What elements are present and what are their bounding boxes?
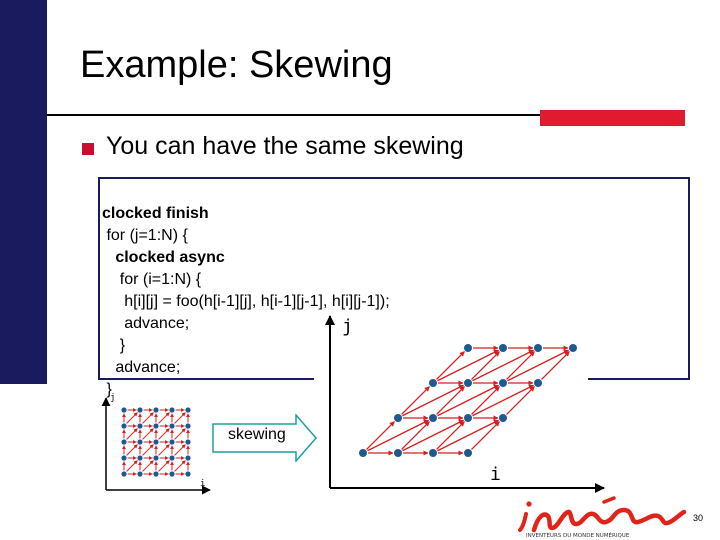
skewed-grid — [359, 344, 577, 457]
iteration-node — [153, 407, 158, 412]
dependency-arrow — [159, 461, 170, 472]
dependency-arrow — [143, 445, 154, 456]
iteration-node — [137, 423, 142, 428]
code-line: h[i][j] = foo(h[i-1][j], h[i-1][j-1], h[i][j-1]); — [102, 293, 390, 310]
iteration-node — [169, 471, 174, 476]
dependency-arrow — [367, 422, 395, 450]
dependency-arrow — [367, 420, 428, 451]
iteration-node — [137, 439, 142, 444]
dependency-arrow — [143, 413, 154, 424]
code-line: advance; — [102, 359, 181, 376]
dependency-arrow — [472, 422, 500, 450]
iteration-node — [429, 379, 437, 387]
dependency-arrow — [159, 413, 170, 424]
slide-title: Example: Skewing — [80, 44, 393, 86]
square-bullet-icon — [82, 143, 94, 155]
dependency-arrow — [143, 429, 154, 440]
iteration-node — [185, 439, 190, 444]
iteration-node — [169, 423, 174, 428]
dependency-arrow — [159, 445, 170, 456]
iteration-node — [394, 414, 402, 422]
iteration-node — [137, 471, 142, 476]
dependency-arrow — [402, 420, 463, 451]
iteration-node — [185, 455, 190, 460]
iteration-node — [394, 449, 402, 457]
iteration-node — [534, 344, 542, 352]
code-line: for (i=1:N) { — [102, 271, 202, 288]
dependency-arrow — [175, 429, 186, 440]
dependency-arrow — [175, 445, 186, 456]
dependency-arrow — [437, 420, 498, 451]
dependency-arrow — [472, 385, 533, 416]
dependency-arrow — [507, 352, 535, 380]
small-axis-j: j — [110, 393, 116, 403]
dependency-arrow — [437, 352, 465, 380]
big-axis-i: i — [490, 464, 501, 485]
title-accent-bar — [540, 110, 685, 126]
dependency-arrow — [159, 429, 170, 440]
iteration-node — [569, 344, 577, 352]
big-axis-j: j — [342, 316, 353, 337]
small-grid — [121, 407, 190, 476]
dependency-arrow — [472, 352, 500, 380]
iteration-node — [169, 455, 174, 460]
code-line: clocked finish — [102, 205, 209, 222]
iteration-node — [153, 423, 158, 428]
iteration-node — [464, 449, 472, 457]
logo-tagline: INVENTEURS DU MONDE NUMÉRIQUE — [526, 533, 630, 538]
dependency-arrow — [402, 422, 430, 450]
iteration-node — [499, 379, 507, 387]
dependency-arrow — [437, 422, 465, 450]
iteration-node — [429, 414, 437, 422]
code-line: } — [102, 381, 112, 398]
code-line: clocked async — [102, 249, 225, 266]
iteration-node — [464, 344, 472, 352]
dependency-arrow — [143, 461, 154, 472]
dependency-arrow — [437, 385, 498, 416]
iteration-node — [121, 471, 126, 476]
iteration-node — [121, 423, 126, 428]
iteration-node — [137, 455, 142, 460]
iteration-node — [359, 449, 367, 457]
iteration-node — [169, 407, 174, 412]
iteration-node — [153, 439, 158, 444]
page-number: 30 — [693, 513, 704, 523]
dependency-arrow — [472, 387, 500, 415]
dependency-arrow — [127, 461, 138, 472]
iteration-node — [121, 407, 126, 412]
iteration-node — [429, 449, 437, 457]
iteration-node — [499, 414, 507, 422]
left-accent-bar — [0, 0, 47, 384]
iteration-node — [137, 407, 142, 412]
iteration-node — [464, 379, 472, 387]
dependency-arrow — [402, 387, 430, 415]
bullet-text: You can have the same skewing — [106, 132, 464, 160]
code-line: for (j=1:N) { — [102, 227, 188, 244]
dependency-arrow — [175, 413, 186, 424]
inria-logo — [518, 494, 688, 538]
dependency-arrow — [542, 352, 570, 380]
dependency-arrow — [402, 385, 463, 416]
skewed-iteration-diagram — [314, 310, 614, 500]
code-line: advance; — [102, 315, 190, 332]
small-axis-i: i — [200, 479, 206, 489]
iteration-node — [185, 407, 190, 412]
iteration-node — [153, 471, 158, 476]
iteration-node — [499, 344, 507, 352]
dependency-arrow — [127, 429, 138, 440]
iteration-node — [153, 455, 158, 460]
dependency-arrow — [127, 413, 138, 424]
iteration-node — [185, 423, 190, 428]
code-line: } — [102, 337, 126, 354]
dependency-arrow — [437, 387, 465, 415]
original-iteration-diagram — [90, 390, 220, 500]
iteration-node — [464, 414, 472, 422]
dependency-arrow — [175, 461, 186, 472]
iteration-node — [121, 455, 126, 460]
dependency-arrow — [127, 445, 138, 456]
iteration-node — [534, 379, 542, 387]
iteration-node — [169, 439, 174, 444]
iteration-node — [185, 471, 190, 476]
dependency-arrow — [507, 387, 535, 415]
iteration-node — [121, 439, 126, 444]
skewing-label: skewing — [228, 426, 286, 443]
